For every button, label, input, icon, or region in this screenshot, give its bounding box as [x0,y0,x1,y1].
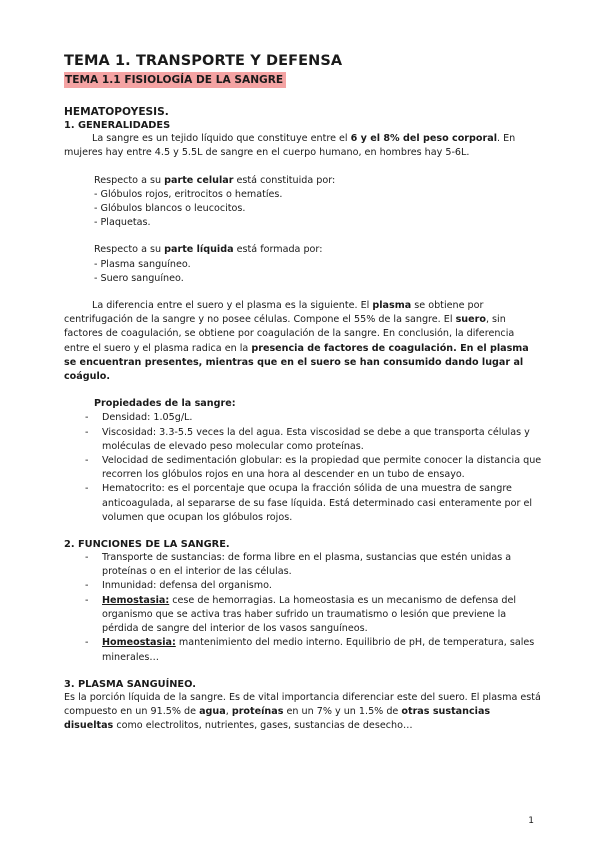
page-title: TEMA 1. TRANSPORTE Y DEFENSA [64,53,343,69]
list-item: - Hemostasia: cese de hemorragias. La homeostasia es un mecanismo de defensa del organismo que se activa tras haber sufrido un traumatismo o lesión que previene la pérdida de sangre del interior de los vasos sanguíneos. [64,594,542,637]
list-item: - Suero sanguíneo. [94,272,184,284]
list-item: - Plaquetas. [94,217,151,229]
parte-celular-intro: Respecto a su parte celular está constituida por: [94,174,336,186]
list-item: - Plasma sanguíneo. [94,258,191,270]
list-item: - Viscosidad: 3.3-5.5 veces la del agua. Esta viscosidad se debe a que transporta células y moléculas de elevado peso molecular como proteínas. [64,426,542,454]
paragraph-suero-plasma: La diferencia entre el suero y el plasma es la siguiente. El plasma se obtiene por centrifugación de la sangre y no posee células. Compone el 55% de la sangre. El suero, sin factores de coagulación, se obtiene por coagulación de la sangre. En conclusión, la diferencia entre el suero y el plasma radica en la presencia de factores de coagulación. En el plasma se encuentran presentes, mientras que en el suero se han consumido dando lugar al coágulo. [64,300,529,383]
list-item: - Inmunidad: defensa del organismo. [64,579,542,593]
list-item: - Glóbulos blancos o leucocitos. [94,203,246,215]
list-item: - Hematocrito: es el porcentaje que ocupa la fracción sólida de una muestra de sangre anticoagulada, al separarse de su fase líquida. Está determinado casi enteramente por el volumen que ocupan los glóbulos rojos. [64,482,542,525]
propiedades-list [64,411,542,525]
paragraph-generalidades: La sangre es un tejido líquido que constituye entre el 6 y el 8% del peso corporal. En mujeres hay entre 4.5 y 5.5L de sangre en el cuerpo humano, en hombres hay 5-6L. [64,133,516,159]
parte-liquida-block [94,243,542,286]
list-item: - Transporte de sustancias: de forma libre en el plasma, sustancias que estén unidas a proteínas o en el interior de las células. [64,551,542,579]
funciones-list [64,551,542,665]
parte-celular-block [94,174,542,231]
highlighted-subtitle: TEMA 1.1 FISIOLOGÍA DE LA SANGRE [64,72,286,88]
document-page [64,52,542,733]
list-item: - Homeostasia: mantenimiento del medio interno. Equilibrio de pH, de temperatura, sales minerales… [64,636,542,664]
page-number: 1 [528,816,534,826]
heading-plasma: 3. PLASMA SANGUÍNEO. [64,678,196,690]
heading-propiedades: Propiedades de la sangre: [94,398,236,410]
section-heading-hematopoyesis: HEMATOPOYESIS. [64,106,169,119]
parte-liquida-intro: Respecto a su parte líquida está formada por: [94,244,323,256]
heading-funciones: 2. FUNCIONES DE LA SANGRE. [64,539,230,551]
list-item: - Velocidad de sedimentación globular: es la propiedad que permite conocer la distancia que recorren los glóbulos rojos en una hora al descender en un tubo de ensayo. [64,454,542,482]
list-item: - Densidad: 1.05g/L. [64,411,542,425]
paragraph-plasma: Es la porción líquida de la sangre. Es de vital importancia diferenciar este del suero. El plasma está compuesto en un 91.5% de agua, proteínas en un 7% y un 1.5% de otras sustancias disueltas como electrolitos, nutrientes, gases, sustancias de desecho… [64,691,541,732]
list-item: - Glóbulos rojos, eritrocitos o hematíes. [94,188,283,200]
heading-generalidades: 1. GENERALIDADES [64,120,171,132]
